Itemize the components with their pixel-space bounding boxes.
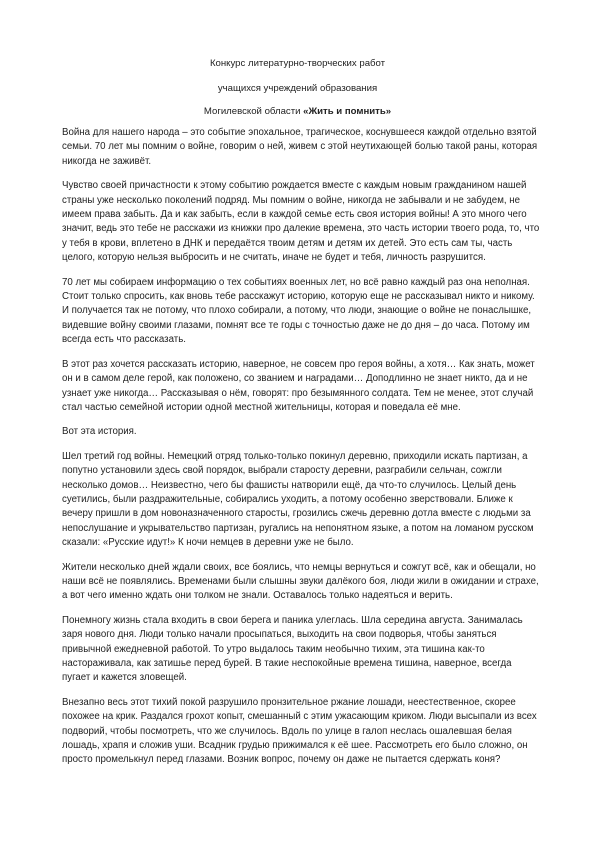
paragraph: Вот эта история. [62,426,137,438]
paragraph: 70 лет мы собираем информацию о тех событиях военных лет, но всё равно каждый раз она неполная. Стоит только спросить, как вновь тебе расскажут историю, которую еще не рассказывал никто и никому. И получается так не потому, что плохо собирали, а потому, что люди, знающие о войне не понаслышке, видевшие войну своими глазами, помнят все те годы с точностью даже не до дня – до часа. Потому им всегда есть что рассказать. [62,276,535,346]
paragraph: Внезапно весь этот тихий покой разрушило пронзительное ржание лошади, неестественное, скорее похожее на крик. Раздался грохот копыт, смешанный с этим ужасающим криком. Люди высыпали из всех подворий, чтобы посмотреть, что же случилось. Вдоль по улице в галоп неслась ошалевшая белая лошадь, храпя и сложив уши. Всадник грудью прижимался к её шее. Рассмотреть его было сложно, он просто промелькнул перед глазами. Возник вопрос, почему он даже не пытается сдержать коня? [62,696,537,766]
paragraph: Понемногу жизнь стала входить в свои берега и паника улеглась. Шла середина августа. Занималась заря нового дня. Люди только начали просыпаться, выходить на свои подворья, чтобы заняться привычной ежедневной работой. То утро выдалось таким необычно тихим, эта тишина как-то настораживала, как затишье перед бурей. В такие неспокойные времена тишина, наверное, всегда пугает и кажется зловещей. [62,614,523,684]
region-text: Могилевской области [203,106,304,117]
paragraph: Война для нашего народа – это событие эпохальное, трагическое, коснувшееся каждой отдельно взятой семьи. 70 лет мы помним о войне, говорим о ней, живем с этой неутихающей болью такой раны, которая никогда не заживёт. [62,127,538,167]
contest-title-line3 [0,106,595,117]
contest-name: «Жить и помнить» [303,106,392,117]
contest-title-line1: Конкурс литературно-творческих работ [209,58,386,69]
paragraph: Шел третий год войны. Немецкий отряд только-только покинул деревню, приходили искать партизан, а попутно установили здесь свой порядок, выбрали старосту деревни, разграбили сельчан, сожгли несколько домов… Неизвестно, чего бы фашисты натворили ещё, да что-то случилось. Целый день суетились, были раздражительные, собирались уходить, а потому особенно зверствовали. Ближе к вечеру пришли в дом новоназначенного старосты, грозились сжечь деревню дотла вместе с людьми за непослушание и укрывательство партизан, ругались на непонятном языке, а потом на ломаном русском сказали: «Русские идут!» К ночи немцев в деревни уже не было. [62,450,534,549]
paragraph: В этот раз хочется рассказать историю, наверное, не совсем про героя войны, а хотя… Как знать, может он и в самом деле герой, как положено, со званием и наградами… Доподлинно не знает никто, да и не узнает уже никогда… Рассказывая о нём, говорят: про безымянного солдата. Тем не менее, этот случай стал частью семейной истории одной местной жительницы, которая и поведала её мне. [62,358,535,413]
paragraph: Жители несколько дней ждали своих, все боялись, что немцы вернуться и сожгут всё, как и обещали, но наши всё не появлялись. Временами были слышны звуки далёкого боя, люди жили в ожидании и страхе, а вот чего именно ждать они толком не знали. Оставалось только надеяться и верить. [62,561,539,602]
article-body [62,126,542,778]
contest-title-line2: учащихся учреждений образования [217,83,378,94]
paragraph: Чувство своей причастности к этому событию рождается вместе с каждым новым гражданином нашей страны уже несколько поколений подряд. Мы помним о войне, никогда не забывали и не забудем, не имеем права забыть. Да и как забыть, если в каждой семье есть своя история войны! А это много чего значит, ведь это тебе не расскажи из книжки про далекие времена, это часть истории твоего рода, то, что у тебя в крови, вплетено в ДНК и передаётся твоим детям и детям их детей. Это есть сам ты, часть целого, которую нельзя выбросить и не считать, иначе не будет и тебя, личность разрушится. [62,180,540,264]
